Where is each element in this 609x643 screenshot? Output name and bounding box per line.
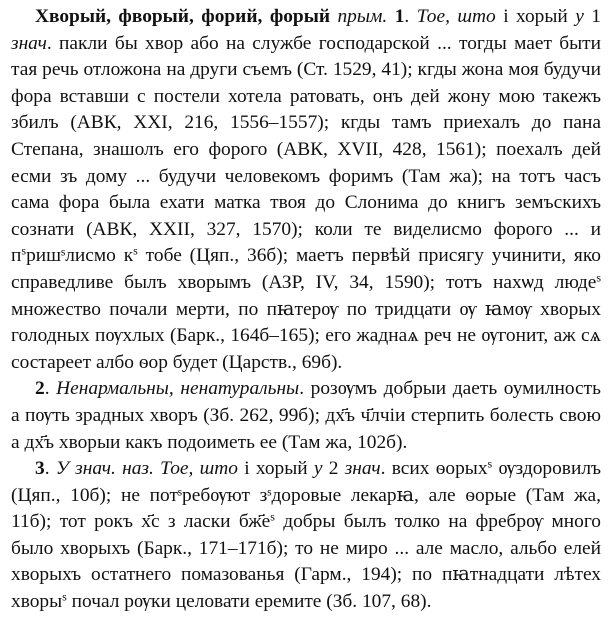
text-run: добры былъ толко на фребрѹ много было хворыхъ (Барк., 171–171б); то не миро ... але масло, альбо елей хворыхъ остатнего помазованья (Гарм., 194); по пꙗтнадцати лѣтех хворы (11, 511, 601, 613)
text-run: і (503, 6, 509, 27)
sense-number: 3 (35, 458, 45, 480)
text-run: хворых голодных п (11, 298, 601, 347)
text-run: тобе (Цяп., 36б); маетъ первѣй присягу учинити, яко справедливе былъ хворымъ (АЗР, IV, 34, 1590); тотъ нахѡд люде (11, 245, 601, 293)
sense-number: 1 (394, 6, 405, 27)
superscript-mark: s (270, 509, 275, 524)
sense-number: 2 (35, 378, 45, 400)
italic-run: знач (11, 32, 47, 54)
italic-run: Ненармальны, ненатуральны (56, 378, 300, 400)
text-run: почал рѹки целовати еремите (Зб. 107, 68). (66, 591, 432, 613)
text-run: 2 (322, 458, 345, 480)
text-run: множество почали мерти, по пꙗтер (11, 298, 322, 320)
part-of-speech: прым. (337, 6, 388, 27)
text-run: ѹ (481, 325, 499, 347)
text-run: ѹ (459, 298, 477, 320)
sense-1-body (11, 6, 601, 373)
superscript-mark: s (133, 243, 138, 258)
text-run: по тридцати (338, 298, 460, 320)
text-run: 1 (583, 6, 601, 27)
italic-run: Тое, што (416, 6, 504, 27)
text-run: ѹ (105, 325, 123, 347)
headword: Хворый, фворый, форий, форый (35, 6, 331, 27)
text-run: ѹ (321, 298, 339, 320)
text-run: . розѹмъ добрыи даеть оумилность а пѹть зрадных хворъ (Зб. 262, 99б); дх҃ъ ч҃лчіи стерпить болесть свою а дх҃ъ хворыи какъ подоиметь ее (Там жа, 102б). (11, 378, 601, 453)
text-run: состареет албо (11, 351, 139, 373)
text-run: хорый (249, 458, 314, 480)
text-run: ꙗм (476, 298, 515, 320)
text-run: реч не (418, 325, 482, 347)
sense-3-paragraph: 3. У знач. наз. Тое, што і хорый у 2 знач. всих ѳорых$^s$ ѹздоровилъ (Цяп., 10б); не потˢребѹют зˢдоровые лекарꙗ, але ѳорые (Там жа, 11б); тот рокъ х҃с з ласки $бж҃е^s$ добры былъ толко на фребрѹ много было хворыхъ (Барк., 171–171б); то не миро ... але масло, альбо елей хворыхъ остатнего помазованья (Гарм., 194); по пꙗтнадцати лѣтех хворы$^s$ почал рѹки целовати еремите (Зб. 107, 68). (11, 456, 602, 613)
superscript-mark: s (487, 456, 493, 471)
sense-2-paragraph: 2. Ненармальны, ненатуральны. розѹмъ добрыи даеть оумилность а пѹть зрадных хворъ (Зб. 262, 99б); дх҃ъ ч҃лчіи стерпить болесть свою а дх҃ъ хворыи какъ подоиметь ее (Там жа, 102б). (11, 378, 601, 453)
superscript-mark: s (62, 589, 67, 604)
italic-run: у (575, 6, 584, 27)
sense-3-body (11, 458, 601, 612)
text-run: гонит, аж с (498, 325, 590, 347)
text-run: . всих ѳорых (380, 458, 488, 480)
text-run: хорый (508, 6, 576, 27)
italic-run: у (313, 458, 323, 480)
text-run: . пакли бы хвор або на службе господарской ... тогды мает быти тая речь отложона на други съемъ (Ст. 1529, 41); кгды жона моя будучи фора вставши с постели хотела ратовать, онъ дей жону мою такежъ збилъ (АВК, XXI, 216, 1556–1557); кгды тамъ приехалъ до пана Степана, знашолъ его форого (АВК, XVII, 428, 1561); поехалъ дей есми зъ дому ... будучи человекомъ форимъ (Там жа); на тотъ часъ сама фора была ехати матка твоя до Слонима до книгъ земъскихъ сознати (АВК, XXII, 327, 1570); коли те виделисмо форого ... и п (11, 32, 601, 267)
text-run: і (244, 458, 250, 480)
text-run: хлых (Барк., 164б–165); его жадна (122, 325, 408, 347)
sense-2-body (11, 378, 601, 452)
superscript-mark: s (21, 243, 27, 258)
text-run: ѧ (407, 325, 419, 347)
superscript-mark: s (596, 270, 601, 285)
sense-1-paragraph: Хворый, фворый, форий, форый прым. 1. Тое, што і хорый у 1 знач. пакли бы хвор або на службе господарской ... тогды мает быти тая речь отложона на други съемъ (Ст. 1529, 41); кгды жона моя будучи фора вставши с постели хотела ратовать, онъ дей жону мою такежъ збилъ (АВК, XXI, 216, 1556–1557); кгды тамъ приехалъ до пана Степана, знашолъ его форого (АВК, XVII, 428, 1561); поехалъ дей есми зъ дому ... будучи человекомъ форимъ (Там жа); на тотъ часъ сама фора была ехати матка твоя до Слонима до книгъ земъскихъ сознати (АВК, XXII, 327, 1570); коли те виделисмо форого ... и $п^sришˢлисмо$ $к^s$ тобе (Цяп., 36б); маетъ первѣй присягу учинити, яко справедливе былъ хворымъ (АЗР, IV, 34, 1590); тотъ нахѡд люде$^s$ множество почали мерти, по пꙗтерѹ по тридцати ѹ ꙗмѹ хворых голодных пѹхлых (Барк., 164б–165); его жаднаѧ реч не ѹгонит, аж сѧ состареет албо ѳор будет (Царств., 69б). (11, 6, 601, 373)
text-run: ѹздоровилъ (Цяп., 10б); не потˢребѹют зˢдоровые лекарꙗ, але ѳорые (Там жа, 11б); тот рокъ х҃с з ласки бж҃е (11, 458, 602, 533)
text-run: ѳ (138, 351, 149, 373)
text-run: ришˢлисмо к (26, 245, 134, 267)
text-run: ѹ (514, 298, 532, 320)
text-run: ор будет (Царств., 69б). (148, 351, 343, 373)
italic-run: знач (344, 458, 381, 480)
italic-run: У знач. наз. Тое, што (55, 458, 245, 480)
text-run: ѧ (589, 325, 601, 347)
